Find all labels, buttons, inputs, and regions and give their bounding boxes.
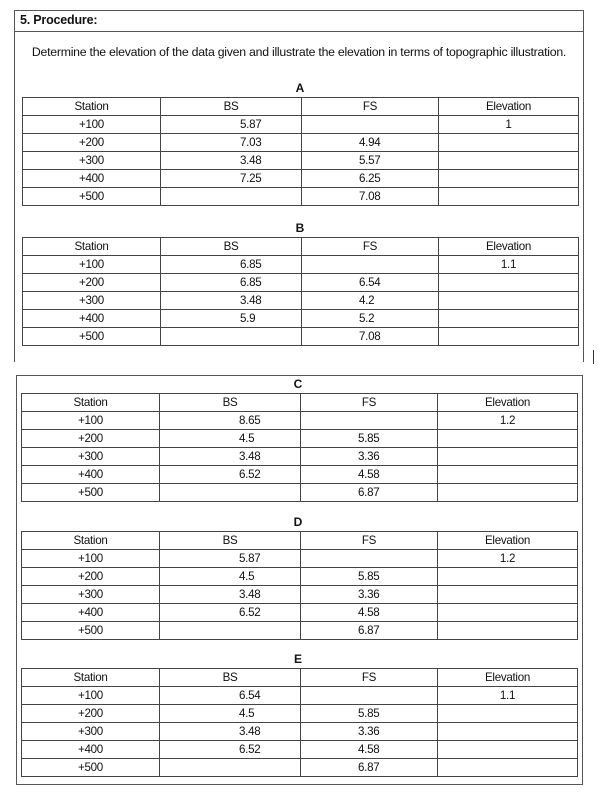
header-fs: FS bbox=[301, 532, 438, 550]
elevation-cell bbox=[438, 466, 578, 484]
bs-cell: 6.85 bbox=[161, 256, 302, 274]
fs-cell: 3.36 bbox=[301, 586, 438, 604]
table-row bbox=[22, 466, 578, 484]
bs-cell: 6.52 bbox=[160, 741, 301, 759]
table-header-row bbox=[22, 669, 578, 687]
bs-cell: 5.9 bbox=[161, 310, 302, 328]
elevation-cell: 1.1 bbox=[439, 256, 579, 274]
fs-cell bbox=[301, 687, 438, 705]
station-cell: +100 bbox=[22, 412, 160, 430]
elevation-cell bbox=[438, 723, 578, 741]
bs-cell: 6.52 bbox=[160, 466, 301, 484]
table-label-b: B bbox=[295, 221, 305, 235]
header-elevation: Elevation bbox=[438, 532, 578, 550]
fs-cell: 4.2 bbox=[302, 292, 439, 310]
survey-table-e bbox=[21, 668, 578, 777]
table-row bbox=[23, 134, 579, 152]
station-cell: +200 bbox=[22, 705, 160, 723]
elevation-cell bbox=[438, 568, 578, 586]
bs-cell: 5.87 bbox=[161, 116, 302, 134]
table-label-e: E bbox=[293, 652, 302, 666]
header-bs: BS bbox=[160, 394, 301, 412]
header-fs: FS bbox=[301, 394, 438, 412]
fs-cell: 4.58 bbox=[301, 741, 438, 759]
bs-cell bbox=[160, 759, 301, 777]
table-row bbox=[22, 723, 578, 741]
station-cell: +200 bbox=[22, 568, 160, 586]
station-cell: +100 bbox=[22, 550, 160, 568]
bs-cell: 3.48 bbox=[160, 586, 301, 604]
station-cell: +100 bbox=[22, 687, 160, 705]
fs-cell bbox=[302, 256, 439, 274]
elevation-cell bbox=[439, 152, 579, 170]
bs-cell: 5.87 bbox=[160, 550, 301, 568]
fs-cell bbox=[301, 550, 438, 568]
table-row bbox=[23, 292, 579, 310]
table-label-c: C bbox=[293, 377, 303, 391]
fs-cell: 7.08 bbox=[302, 328, 439, 346]
station-cell: +300 bbox=[22, 586, 160, 604]
elevation-cell bbox=[439, 328, 579, 346]
station-cell: +500 bbox=[23, 328, 161, 346]
fs-cell: 5.57 bbox=[302, 152, 439, 170]
station-cell: +400 bbox=[23, 310, 161, 328]
header-elevation: Elevation bbox=[439, 238, 579, 256]
table-header-row bbox=[22, 394, 578, 412]
header-bs: BS bbox=[160, 669, 301, 687]
table-row bbox=[22, 550, 578, 568]
fs-cell: 6.25 bbox=[302, 170, 439, 188]
instruction-text: Determine the elevation of the data given and illustrate the elevation in terms of topographic illustration. bbox=[31, 45, 567, 59]
table-row bbox=[22, 687, 578, 705]
survey-table-a bbox=[22, 97, 579, 206]
table-row bbox=[22, 586, 578, 604]
table-label-a: A bbox=[295, 81, 305, 95]
station-cell: +200 bbox=[23, 134, 161, 152]
header-station: Station bbox=[23, 238, 161, 256]
elevation-cell bbox=[438, 448, 578, 466]
bs-cell: 6.85 bbox=[161, 274, 302, 292]
table-header-row bbox=[22, 532, 578, 550]
bs-cell bbox=[160, 484, 301, 502]
bs-cell: 3.48 bbox=[160, 448, 301, 466]
fs-cell bbox=[302, 116, 439, 134]
bs-cell: 4.5 bbox=[160, 705, 301, 723]
fs-cell: 4.58 bbox=[301, 466, 438, 484]
bs-cell: 6.52 bbox=[160, 604, 301, 622]
elevation-cell bbox=[438, 586, 578, 604]
survey-table-c bbox=[21, 393, 578, 502]
bs-cell: 4.5 bbox=[160, 430, 301, 448]
station-cell: +400 bbox=[22, 466, 160, 484]
elevation-cell bbox=[439, 188, 579, 206]
elevation-cell bbox=[438, 622, 578, 640]
survey-table-d bbox=[21, 531, 578, 640]
header-bs: BS bbox=[161, 238, 302, 256]
fs-cell: 5.85 bbox=[301, 568, 438, 586]
station-cell: +400 bbox=[22, 741, 160, 759]
fs-cell: 7.08 bbox=[302, 188, 439, 206]
table-row bbox=[22, 741, 578, 759]
elevation-cell bbox=[439, 274, 579, 292]
table-row bbox=[23, 310, 579, 328]
header-station: Station bbox=[22, 669, 160, 687]
elevation-cell bbox=[438, 604, 578, 622]
bs-cell bbox=[161, 188, 302, 206]
station-cell: +200 bbox=[23, 274, 161, 292]
header-fs: FS bbox=[301, 669, 438, 687]
bs-cell: 4.5 bbox=[160, 568, 301, 586]
fs-cell: 6.54 bbox=[302, 274, 439, 292]
table-row bbox=[22, 622, 578, 640]
table-label-d: D bbox=[293, 515, 303, 529]
table-row bbox=[22, 604, 578, 622]
bs-cell: 7.03 bbox=[161, 134, 302, 152]
header-elevation: Elevation bbox=[438, 669, 578, 687]
header-bs: BS bbox=[161, 98, 302, 116]
elevation-cell bbox=[439, 134, 579, 152]
elevation-cell: 1 bbox=[439, 116, 579, 134]
table-row bbox=[22, 484, 578, 502]
elevation-cell bbox=[438, 430, 578, 448]
station-cell: +400 bbox=[23, 170, 161, 188]
table-row bbox=[23, 116, 579, 134]
station-cell: +300 bbox=[22, 448, 160, 466]
bs-cell: 7.25 bbox=[161, 170, 302, 188]
fs-cell: 4.94 bbox=[302, 134, 439, 152]
header-elevation: Elevation bbox=[439, 98, 579, 116]
header-station: Station bbox=[22, 532, 160, 550]
elevation-cell bbox=[438, 484, 578, 502]
survey-table-b bbox=[22, 237, 579, 346]
elevation-cell: 1.1 bbox=[438, 687, 578, 705]
station-cell: +100 bbox=[23, 116, 161, 134]
station-cell: +500 bbox=[23, 188, 161, 206]
station-cell: +500 bbox=[22, 759, 160, 777]
table-row bbox=[23, 274, 579, 292]
fs-cell: 3.36 bbox=[301, 448, 438, 466]
table-row bbox=[22, 759, 578, 777]
table-row bbox=[23, 328, 579, 346]
fs-cell: 6.87 bbox=[301, 622, 438, 640]
elevation-cell bbox=[439, 170, 579, 188]
elevation-cell: 1.2 bbox=[438, 550, 578, 568]
fs-cell bbox=[301, 412, 438, 430]
elevation-cell bbox=[438, 759, 578, 777]
header-fs: FS bbox=[302, 238, 439, 256]
table-row bbox=[23, 188, 579, 206]
header-station: Station bbox=[22, 394, 160, 412]
table-row bbox=[22, 448, 578, 466]
station-cell: +500 bbox=[22, 484, 160, 502]
page-edge-mark bbox=[593, 350, 594, 364]
table-row bbox=[23, 152, 579, 170]
station-cell: +500 bbox=[22, 622, 160, 640]
bs-cell: 6.54 bbox=[160, 687, 301, 705]
station-cell: +300 bbox=[23, 152, 161, 170]
fs-cell: 4.58 bbox=[301, 604, 438, 622]
header-bs: BS bbox=[160, 532, 301, 550]
bs-cell bbox=[160, 622, 301, 640]
table-header-row bbox=[23, 98, 579, 116]
station-cell: +400 bbox=[22, 604, 160, 622]
station-cell: +300 bbox=[22, 723, 160, 741]
table-row bbox=[23, 256, 579, 274]
fs-cell: 6.87 bbox=[301, 759, 438, 777]
station-cell: +300 bbox=[23, 292, 161, 310]
fs-cell: 5.85 bbox=[301, 430, 438, 448]
table-row bbox=[22, 430, 578, 448]
station-cell: +200 bbox=[22, 430, 160, 448]
bs-cell bbox=[161, 328, 302, 346]
bs-cell: 3.48 bbox=[161, 152, 302, 170]
header-fs: FS bbox=[302, 98, 439, 116]
bs-cell: 3.48 bbox=[161, 292, 302, 310]
elevation-cell: 1.2 bbox=[438, 412, 578, 430]
section-heading: 5. Procedure: bbox=[14, 10, 584, 32]
fs-cell: 5.2 bbox=[302, 310, 439, 328]
table-row bbox=[22, 568, 578, 586]
table-header-row bbox=[23, 238, 579, 256]
header-station: Station bbox=[23, 98, 161, 116]
fs-cell: 5.85 bbox=[301, 705, 438, 723]
elevation-cell bbox=[438, 705, 578, 723]
fs-cell: 3.36 bbox=[301, 723, 438, 741]
header-elevation: Elevation bbox=[438, 394, 578, 412]
elevation-cell bbox=[438, 741, 578, 759]
bs-cell: 3.48 bbox=[160, 723, 301, 741]
table-row bbox=[22, 705, 578, 723]
table-row bbox=[22, 412, 578, 430]
table-row bbox=[23, 170, 579, 188]
fs-cell: 6.87 bbox=[301, 484, 438, 502]
elevation-cell bbox=[439, 310, 579, 328]
elevation-cell bbox=[439, 292, 579, 310]
bs-cell: 8.65 bbox=[160, 412, 301, 430]
station-cell: +100 bbox=[23, 256, 161, 274]
